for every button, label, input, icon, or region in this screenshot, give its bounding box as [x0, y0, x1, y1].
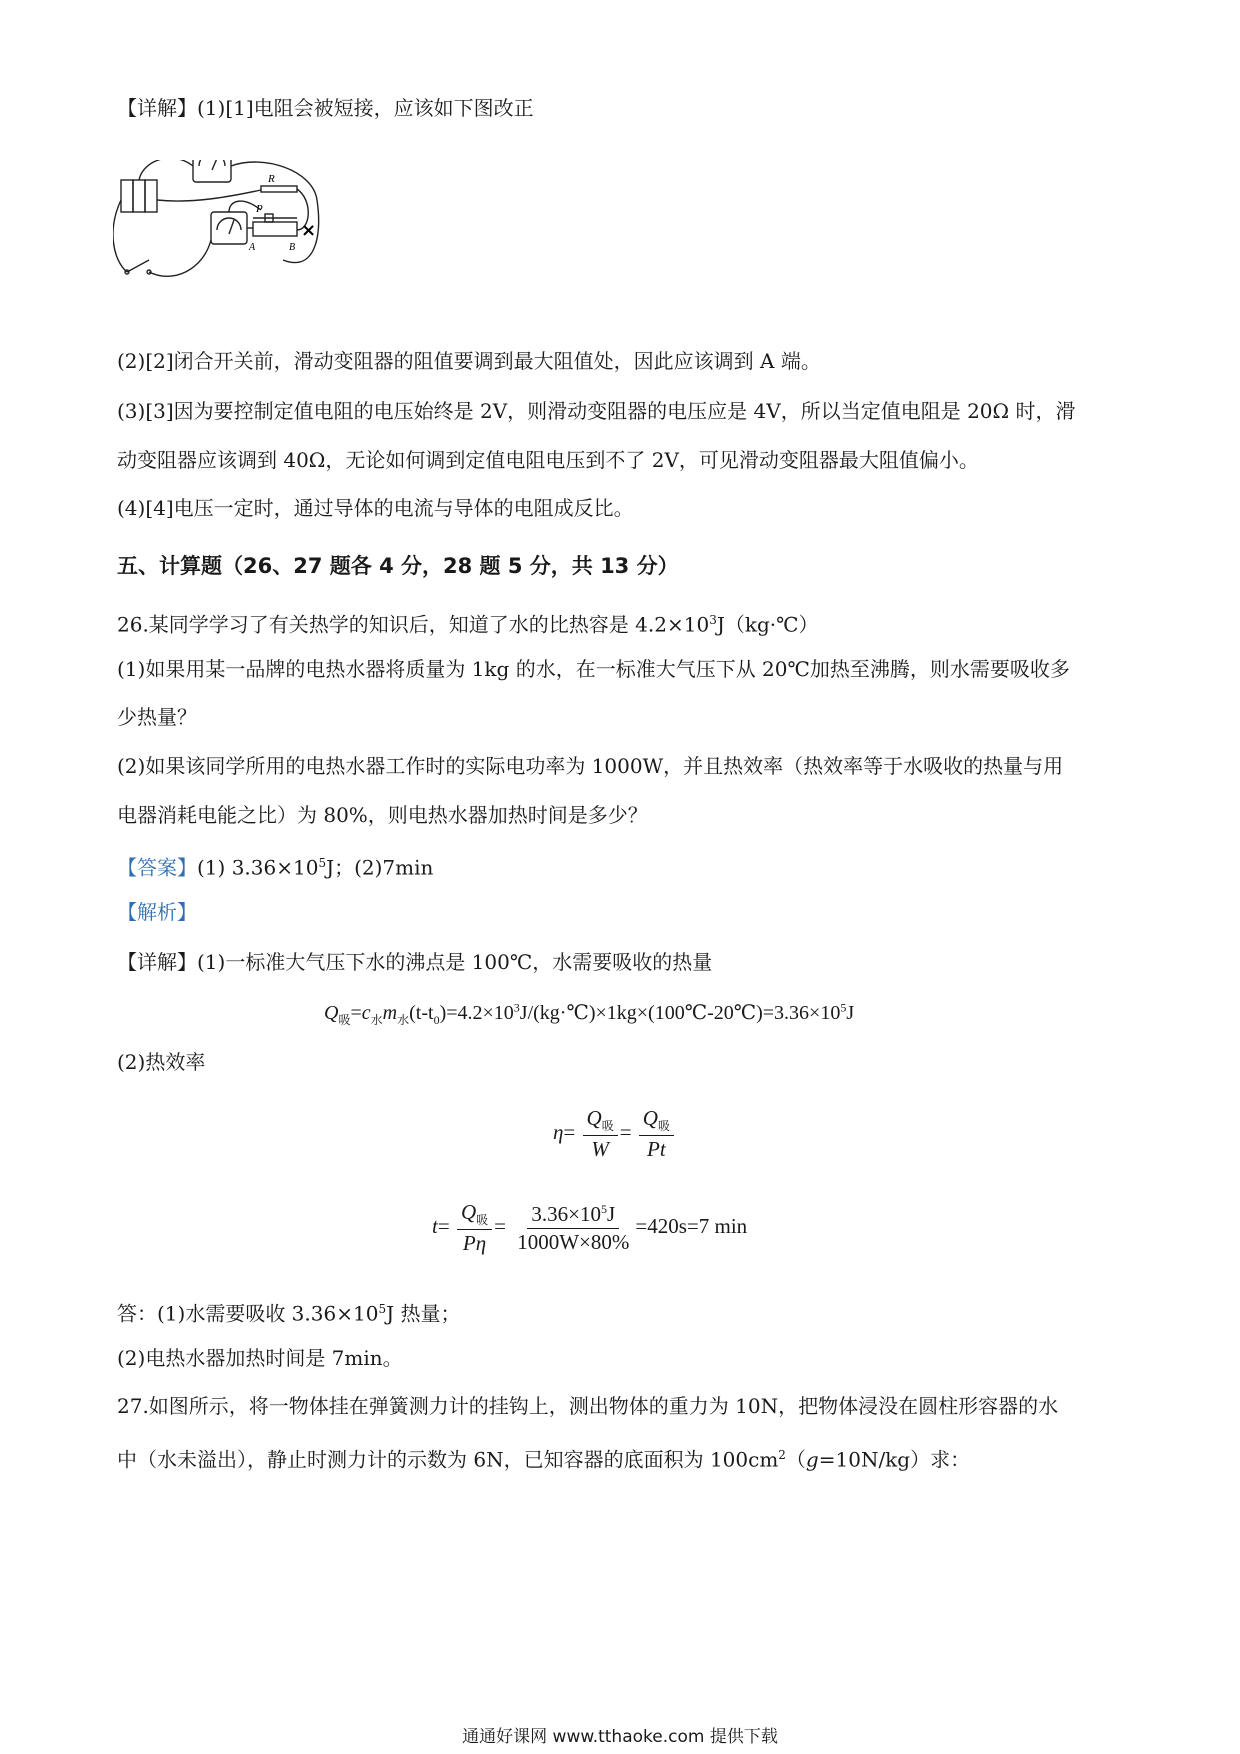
footer-source: 通通好课网 www.tthaoke.com 提供下载	[462, 1727, 778, 1747]
eq2-num-2: Q	[642, 1106, 658, 1130]
eq1-q-sub: 吸	[338, 1013, 351, 1027]
eq3-fraction-2	[513, 1202, 633, 1255]
eq2-fraction-1	[583, 1106, 618, 1162]
detail-1	[117, 96, 534, 120]
eq3-equals: =	[437, 1213, 450, 1238]
q27-line-1: 27.如图所示，将一物体挂在弹簧测力计的挂钩上，测出物体的重力为 10N，把物体浸没在圆柱形容器的水	[117, 1394, 1059, 1418]
q26-intro	[117, 608, 819, 637]
detail-3-line-1: (3)[3]因为要控制定值电阻的电压始终是 2V，则滑动变阻器的电压应是 4V，所以当定值电阻是 20Ω 时，滑	[117, 399, 1076, 423]
eq2-eta: η	[553, 1119, 564, 1144]
eq1-sup-2: 5	[840, 1000, 847, 1015]
analysis-tag: 【解析】	[117, 900, 197, 924]
eq2-num-1: Q	[586, 1106, 602, 1130]
equation-heat	[324, 1000, 854, 1028]
q26-intro-sup: 3	[709, 613, 717, 627]
eq1-rest-2: J/(kg·℃)×1kg×(100℃-20℃)=3.36×10	[519, 1002, 841, 1024]
q26-q1-line-2: 少热量？	[117, 705, 197, 729]
eq2-num-2-sub: 吸	[657, 1119, 670, 1134]
resistor-r	[261, 186, 297, 192]
eq1-t0-sub: 0	[433, 1013, 440, 1027]
eq3-t: t	[432, 1213, 438, 1238]
q27-line-2-post: =10N/kg）求：	[818, 1447, 971, 1472]
eq3-num-1: Q	[460, 1200, 477, 1224]
battery-cell-1	[121, 180, 133, 212]
equation-efficiency	[553, 1106, 676, 1162]
eq1-c-sub: 水	[370, 1013, 383, 1027]
answer-tag: 【答案】	[117, 855, 197, 880]
eq1-c: c	[361, 1002, 371, 1024]
q26-q1-line-1: (1)如果用某一品牌的电热水器将质量为 1kg 的水，在一标准大气压下从 20℃加热至沸腾，则水需要吸收多	[117, 657, 1070, 681]
battery-cell-2	[133, 180, 145, 212]
ammeter	[211, 212, 247, 244]
final-answer-1-sup: 5	[378, 1302, 387, 1316]
answer-text-post: J；(2)7min	[326, 855, 434, 880]
eq2-den-1: W	[591, 1137, 609, 1162]
eq3-num-2-unit: J	[607, 1201, 616, 1226]
eq3-num-2: 3.36×10	[531, 1201, 601, 1226]
eq3-equals-2: =	[494, 1213, 506, 1238]
q26-intro-unit: J（kg·℃）	[716, 612, 819, 637]
q27-line-2-paren: （	[785, 1447, 806, 1472]
eq3-den-1: Pη	[462, 1231, 487, 1256]
eq3-num-2-sup: 5	[601, 1201, 607, 1216]
q26-detail	[117, 950, 712, 974]
eq1-q: Q	[324, 1002, 339, 1024]
eq3-num-1-sub: 吸	[476, 1213, 489, 1228]
eq2-num-1-sub: 吸	[601, 1119, 614, 1134]
q27-line-2-g: g	[805, 1447, 819, 1472]
eq1-sup-1: 3	[513, 1000, 520, 1015]
eq1-rest-3: J	[846, 1002, 855, 1024]
q26-q2-line-1: (2)如果该同学所用的电热水器工作时的实际电功率为 1000W，并且热效率（热效率等于水吸收的热量与用	[117, 754, 1064, 778]
label-b: B	[289, 242, 296, 253]
final-answer-1-text: 答：(1)水需要吸收 3.36×10	[117, 1301, 379, 1326]
label-p: P	[256, 203, 263, 215]
detail-tag: 【详解】	[117, 96, 197, 120]
rheostat	[253, 222, 297, 236]
detail-4: (4)[4]电压一定时，通过导体的电流与导体的电阻成反比。	[117, 496, 634, 520]
detail-3-line-2: 动变阻器应该调到 40Ω，无论如何调到定值电阻电压到不了 2V，可见滑动变阻器最大阻值偏小。	[117, 448, 979, 472]
eq1-m: m	[382, 1002, 398, 1024]
eq2-equals: =	[563, 1119, 576, 1144]
eq1-paren: (t-t	[409, 1002, 434, 1024]
eq1-equals: =	[350, 1002, 362, 1024]
equation-time	[432, 1200, 747, 1256]
eq2-den-2: Pt	[647, 1137, 666, 1162]
efficiency-label: (2)热效率	[117, 1050, 206, 1074]
eq1-m-sub: 水	[397, 1013, 410, 1027]
q26-detail-text: (1)一标准大气压下水的沸点是 100℃，水需要吸收的热量	[197, 950, 713, 974]
switch	[127, 260, 149, 272]
eq3-fraction-1	[457, 1200, 492, 1256]
q27-line-2-sup: 2	[778, 1448, 786, 1462]
detail-1-text: (1)[1]电阻会被短接，应该如下图改正	[197, 96, 534, 120]
section-title: 五、计算题（26、27 题各 4 分，28 题 5 分，共 13 分）	[117, 554, 679, 578]
q27-line-2-text: 中（水未溢出），静止时测力计的示数为 6N，已知容器的底面积为 100cm	[117, 1447, 779, 1472]
answer-sup: 5	[318, 856, 327, 870]
q26-answer	[117, 851, 433, 880]
eq3-result: =420s=7 min	[635, 1213, 748, 1238]
final-answer-1-post: J 热量；	[386, 1301, 461, 1326]
label-a: A	[249, 242, 256, 253]
q26-intro-text: 26.某同学学习了有关热学的知识后，知道了水的比热容是 4.2×10	[117, 612, 710, 637]
detail-2: (2)[2]闭合开关前，滑动变阻器的阻值要调到最大阻值处，因此应该调到 A 端。	[117, 349, 821, 373]
q26-detail-tag: 【详解】	[117, 950, 197, 974]
final-answer-1	[117, 1297, 460, 1326]
eq2-fraction-2	[639, 1106, 674, 1162]
q27-line-2	[117, 1443, 970, 1472]
label-r: R	[268, 173, 275, 185]
eq2-equals-2: =	[619, 1119, 632, 1144]
eq1-rest-1: )=4.2×10	[439, 1002, 514, 1024]
eq3-den-2: 1000W×80%	[517, 1229, 630, 1254]
circuit-diagram	[113, 160, 325, 290]
final-answer-2: (2)电热水器加热时间是 7min。	[117, 1346, 403, 1370]
battery-cell-3	[145, 180, 157, 212]
cross-mark-icon: ×	[301, 220, 317, 241]
answer-text: (1) 3.36×10	[197, 855, 319, 880]
q26-q2-line-2: 电器消耗电能之比）为 80%，则电热水器加热时间是多少？	[117, 803, 648, 827]
